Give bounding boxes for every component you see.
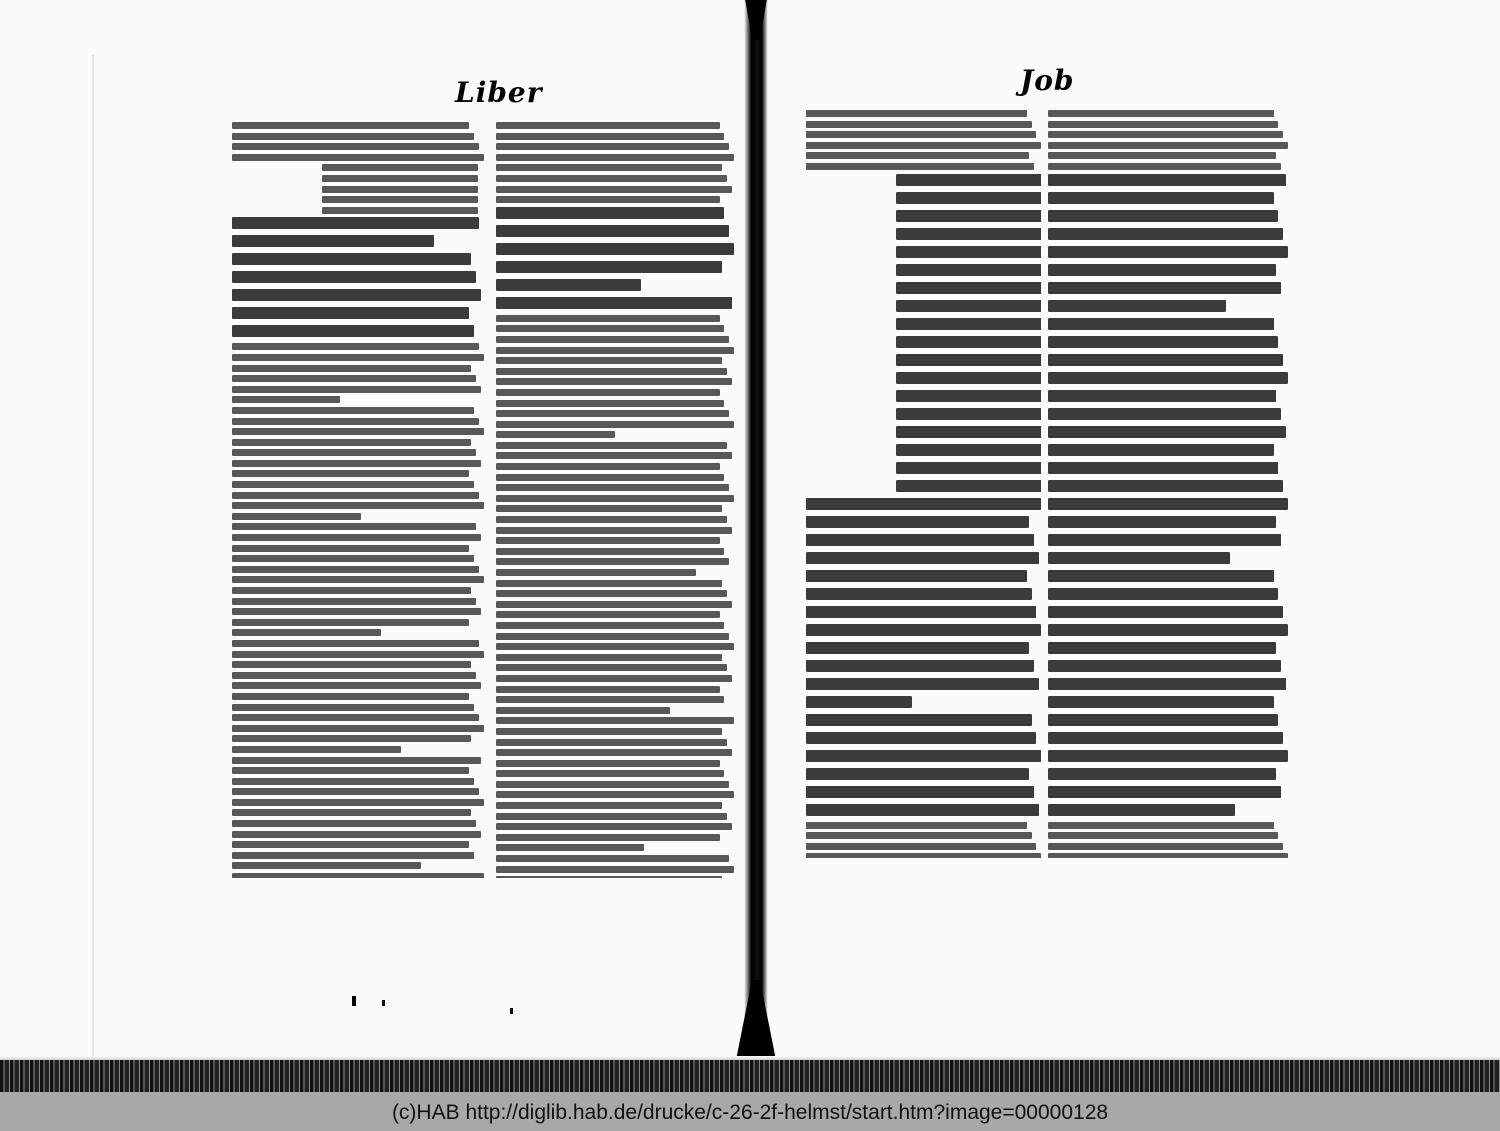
text-line (1048, 768, 1276, 780)
text-line (806, 853, 1041, 858)
text-line (496, 243, 734, 255)
text-line (1048, 444, 1274, 456)
text-line (496, 225, 729, 237)
text-line (232, 799, 484, 806)
text-line (1048, 246, 1288, 258)
text-line (1048, 516, 1276, 528)
text-line (496, 802, 722, 809)
text-line (496, 207, 724, 219)
text-line (1048, 282, 1281, 294)
text-line (322, 207, 478, 214)
text-line (232, 523, 476, 530)
text-line (496, 164, 722, 171)
text-line (496, 495, 734, 502)
text-line (496, 844, 644, 851)
text-line (496, 760, 720, 767)
text-line (496, 336, 729, 343)
text-line (896, 390, 1041, 402)
text-line (496, 622, 724, 629)
text-line (1048, 853, 1288, 858)
text-line (496, 558, 729, 565)
text-line (496, 855, 729, 862)
text-line (1048, 318, 1274, 330)
text-line (496, 347, 734, 354)
text-line (496, 686, 720, 693)
text-line (232, 289, 481, 301)
text-line (232, 343, 479, 350)
text-line (1048, 588, 1278, 600)
right-page-header: Job (1020, 64, 1075, 97)
text-line (1048, 174, 1286, 186)
text-line (1048, 843, 1283, 850)
text-line (496, 675, 732, 682)
text-line (1048, 336, 1278, 348)
text-line (1048, 163, 1281, 170)
text-line (496, 410, 729, 417)
text-line (496, 728, 722, 735)
text-line (806, 516, 1029, 528)
text-line (232, 439, 471, 446)
text-line (1048, 552, 1230, 564)
text-line (232, 418, 479, 425)
text-line (806, 110, 1027, 117)
text-line (896, 354, 1041, 366)
text-line (806, 696, 912, 708)
text-line (1048, 642, 1276, 654)
text-line (232, 778, 474, 785)
text-line (496, 707, 670, 714)
text-line (806, 804, 1039, 816)
text-line (496, 569, 696, 576)
ink-mark (352, 996, 356, 1006)
text-line (232, 566, 479, 573)
text-line (1048, 152, 1276, 159)
text-line (1048, 498, 1288, 510)
text-line (496, 781, 729, 788)
text-line (806, 498, 1041, 510)
text-line (1048, 354, 1283, 366)
text-line (232, 449, 476, 456)
text-line (496, 279, 641, 291)
text-line (896, 174, 1041, 186)
right-page-column-1 (806, 110, 1041, 858)
footer-credit[interactable]: (c)HAB http://diglib.hab.de/drucke/c-26-2f-helmst/start.htm?image=00000128 (391, 1101, 1109, 1124)
text-line (496, 611, 720, 618)
text-line (1048, 714, 1278, 726)
text-line (806, 606, 1036, 618)
text-line (496, 431, 615, 438)
text-line (232, 217, 479, 229)
right-page-column-2 (1048, 110, 1288, 858)
text-line (232, 481, 474, 488)
text-line (496, 452, 732, 459)
text-line (232, 629, 381, 636)
book-gutter (744, 0, 768, 1092)
text-line (896, 282, 1041, 294)
text-line (806, 843, 1036, 850)
text-line (1048, 210, 1278, 222)
text-line (496, 834, 720, 841)
text-line (496, 400, 724, 407)
text-line (232, 682, 481, 689)
text-line (496, 474, 724, 481)
text-line (1048, 832, 1278, 839)
text-line (896, 300, 1041, 312)
page-bottom-edge (0, 1060, 1500, 1092)
text-line (232, 725, 484, 732)
text-line (1048, 142, 1288, 149)
text-line (1048, 372, 1288, 384)
text-line (232, 470, 469, 477)
text-line (806, 732, 1036, 744)
text-line (496, 186, 732, 193)
text-line (496, 484, 729, 491)
text-line (806, 750, 1041, 762)
text-line (496, 143, 729, 150)
text-line (232, 253, 471, 265)
text-line (232, 492, 479, 499)
text-line (496, 580, 722, 587)
ink-mark (510, 1008, 513, 1014)
text-line (1048, 660, 1281, 672)
text-line (806, 152, 1029, 159)
text-line (232, 513, 361, 520)
text-line (1048, 570, 1274, 582)
text-line (232, 375, 476, 382)
text-line (232, 460, 481, 467)
text-line (232, 746, 401, 753)
text-line (496, 590, 727, 597)
text-line (496, 527, 732, 534)
text-line (232, 598, 476, 605)
text-line (1048, 696, 1274, 708)
text-line (232, 693, 469, 700)
text-line (496, 378, 732, 385)
text-line (1048, 786, 1281, 798)
text-line (496, 442, 727, 449)
text-line (232, 555, 474, 562)
text-line (1048, 131, 1283, 138)
text-line (1048, 822, 1274, 829)
text-line (496, 421, 734, 428)
text-line (1048, 300, 1226, 312)
text-line (496, 654, 722, 661)
text-line (496, 643, 734, 650)
text-line (806, 642, 1029, 654)
text-line (496, 739, 727, 746)
text-line (496, 297, 732, 309)
text-line (496, 122, 720, 129)
text-line (1048, 121, 1278, 128)
text-line (232, 534, 481, 541)
text-line (496, 696, 724, 703)
text-line (1048, 110, 1274, 117)
text-line (232, 619, 469, 626)
text-line (232, 133, 474, 140)
text-line (806, 163, 1034, 170)
text-line (496, 749, 732, 756)
text-line (232, 831, 481, 838)
gutter-shadow-bottom (736, 980, 776, 1060)
text-line (232, 608, 481, 615)
text-line (496, 196, 720, 203)
text-line (232, 841, 469, 848)
text-line (232, 365, 471, 372)
text-line (806, 552, 1039, 564)
text-line (896, 210, 1041, 222)
text-line (896, 192, 1041, 204)
text-line (1048, 390, 1276, 402)
text-line (496, 389, 720, 396)
text-line (232, 235, 434, 247)
text-line (232, 271, 476, 283)
text-line (896, 264, 1041, 276)
text-line (1048, 624, 1288, 636)
text-line (1048, 750, 1288, 762)
text-line (496, 133, 724, 140)
text-line (1048, 228, 1283, 240)
text-line (232, 873, 484, 878)
text-line (232, 307, 469, 319)
text-line (896, 444, 1041, 456)
text-line (896, 228, 1041, 240)
text-line (896, 336, 1041, 348)
text-line (496, 664, 727, 671)
text-line (806, 714, 1032, 726)
text-line (806, 624, 1041, 636)
text-line (896, 372, 1041, 384)
page-edge (92, 55, 94, 1065)
text-line (806, 786, 1034, 798)
text-line (896, 480, 1041, 492)
text-line (806, 768, 1029, 780)
text-line (806, 121, 1032, 128)
text-line (1048, 264, 1276, 276)
text-line (1048, 462, 1278, 474)
text-line (232, 862, 421, 869)
text-line (322, 175, 478, 182)
text-line (232, 396, 340, 403)
text-line (806, 534, 1034, 546)
text-line (806, 660, 1034, 672)
text-line (1048, 678, 1286, 690)
text-line (1048, 732, 1283, 744)
text-line (496, 537, 720, 544)
text-line (496, 315, 720, 322)
text-line (1048, 408, 1281, 420)
text-line (496, 261, 722, 273)
text-line (896, 318, 1041, 330)
text-line (496, 463, 720, 470)
text-line (232, 852, 474, 859)
text-line (232, 788, 479, 795)
text-line (232, 354, 484, 361)
text-line (232, 640, 479, 647)
text-line (1048, 606, 1283, 618)
text-line (496, 357, 722, 364)
text-line (232, 122, 469, 129)
text-line (232, 587, 471, 594)
text-line (496, 876, 722, 878)
left-page-header: Liber (455, 76, 543, 109)
text-line (806, 822, 1027, 829)
text-line (232, 661, 471, 668)
text-line (496, 791, 734, 798)
text-line (496, 368, 727, 375)
text-line (232, 767, 469, 774)
text-line (232, 714, 479, 721)
text-line (496, 548, 724, 555)
text-line (496, 866, 734, 873)
text-line (232, 428, 484, 435)
text-line (806, 678, 1039, 690)
text-line (496, 154, 734, 161)
text-line (496, 770, 724, 777)
text-line (496, 505, 722, 512)
text-line (1048, 480, 1283, 492)
text-line (232, 407, 474, 414)
text-line (496, 325, 724, 332)
text-line (1048, 192, 1274, 204)
text-line (322, 186, 478, 193)
left-page-column-1 (232, 122, 484, 878)
text-line (322, 164, 478, 171)
text-line (1048, 426, 1286, 438)
text-line (232, 820, 476, 827)
text-line (806, 588, 1032, 600)
text-line (232, 809, 471, 816)
text-line (806, 832, 1032, 839)
text-line (896, 408, 1041, 420)
text-line (232, 735, 471, 742)
text-line (1048, 534, 1281, 546)
text-line (232, 576, 484, 583)
text-line (322, 196, 478, 203)
text-line (232, 154, 484, 161)
text-line (496, 516, 727, 523)
text-line (496, 823, 732, 830)
text-line (496, 175, 727, 182)
text-line (232, 502, 484, 509)
text-line (232, 325, 474, 337)
text-line (496, 601, 732, 608)
text-line (806, 142, 1041, 149)
text-line (232, 672, 476, 679)
text-line (896, 426, 1041, 438)
text-line (806, 131, 1036, 138)
text-line (896, 246, 1041, 258)
text-line (232, 757, 481, 764)
text-line (806, 570, 1027, 582)
text-line (232, 143, 479, 150)
text-line (232, 386, 481, 393)
text-line (496, 717, 734, 724)
text-line (496, 633, 729, 640)
ink-mark (382, 1000, 385, 1006)
text-line (232, 704, 474, 711)
text-line (496, 813, 727, 820)
text-line (232, 651, 484, 658)
left-page-column-2 (496, 122, 734, 878)
text-line (232, 545, 469, 552)
text-line (896, 462, 1041, 474)
text-line (1048, 804, 1235, 816)
